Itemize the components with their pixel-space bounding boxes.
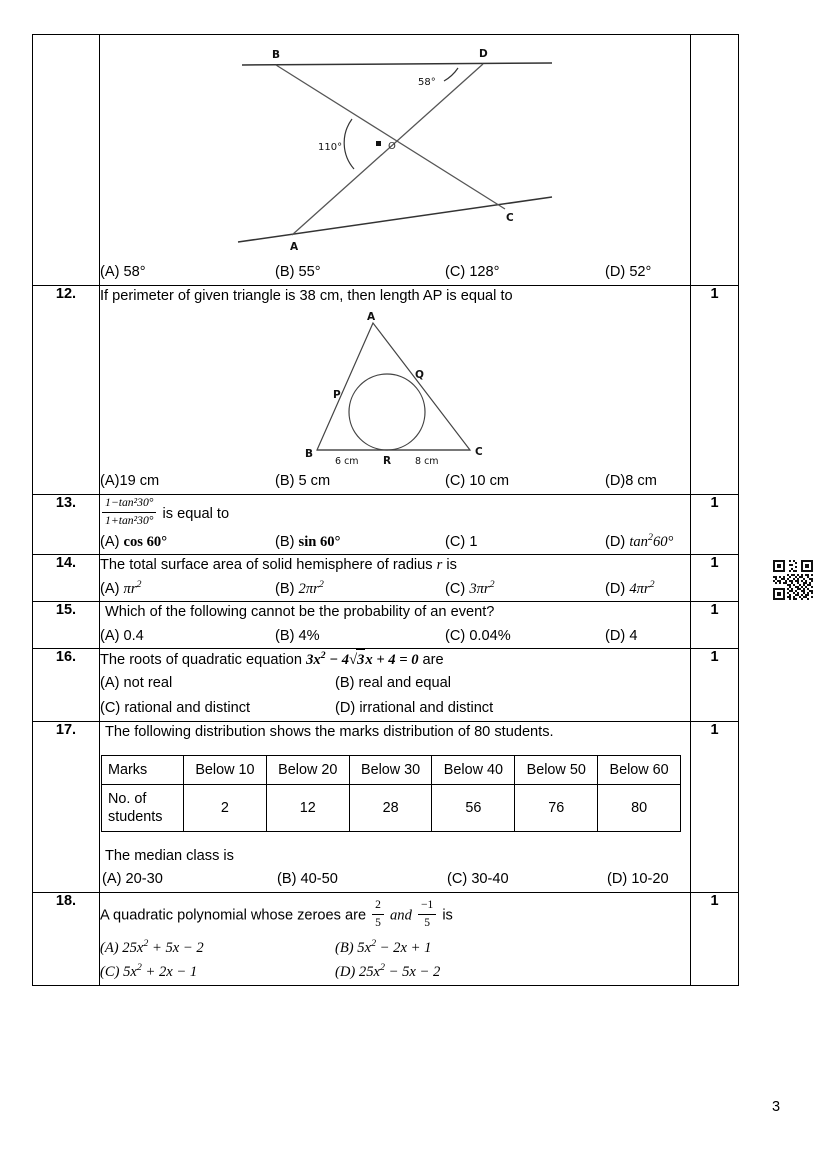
option-b[interactable]: (B) real and equal xyxy=(335,675,452,692)
data-cell: 2 xyxy=(184,785,267,832)
question-number-cell: 17. xyxy=(33,722,100,893)
option-c[interactable]: (C) $3\pi r^2$ xyxy=(445,578,495,597)
question-number-cell: 14. xyxy=(33,555,100,602)
data-cell: 12 xyxy=(266,785,349,832)
figure-label-a: A xyxy=(290,241,299,252)
question-number-cell: 13. xyxy=(33,494,100,555)
option-a[interactable]: (A) not real xyxy=(100,675,173,692)
questions-table xyxy=(32,34,739,986)
option-d[interactable]: (D)8 cm xyxy=(605,472,657,489)
column-header: Below 40 xyxy=(432,756,515,785)
option-b[interactable]: (B) $2\pi r^2$ xyxy=(275,578,324,597)
option-c[interactable]: (C) 30-40 xyxy=(447,871,509,888)
option-b[interactable]: (B) $5x^2 - 2x + 1$ xyxy=(335,937,432,956)
fraction-numerator: 1−tan²30° xyxy=(105,495,154,509)
option-a[interactable]: (A) 20-30 xyxy=(102,871,163,888)
marks-cell: 1 xyxy=(691,722,739,893)
distribution-table xyxy=(101,755,681,832)
option-b[interactable]: (B) 5 cm xyxy=(275,472,331,489)
fraction-numerator: −1 xyxy=(420,899,434,912)
option-b[interactable]: (B) 55° xyxy=(275,264,321,280)
option-a[interactable]: (A) 58° xyxy=(100,264,146,280)
option-b[interactable]: (B) 40-50 xyxy=(277,871,338,888)
question-text: If perimeter of given triangle is 38 cm, then length AP is equal to xyxy=(100,287,513,304)
triangle-incircle-figure-svg xyxy=(295,309,495,467)
question-body-cell xyxy=(100,893,691,986)
marks-cell: 1 xyxy=(691,649,739,722)
question-body-cell xyxy=(100,35,691,286)
options-row xyxy=(100,577,690,602)
table-row xyxy=(33,893,739,986)
question-text: The total surface area of solid hemisphere of radius r is xyxy=(100,557,457,574)
conjunction: and xyxy=(390,907,412,924)
column-header: Below 30 xyxy=(349,756,432,785)
parallel-lines-transversal-diagram xyxy=(100,35,690,252)
option-d[interactable]: (D) irrational and distinct xyxy=(335,700,494,717)
option-c[interactable]: (C) 10 cm xyxy=(445,472,510,489)
figure-angle-left: 110° xyxy=(318,142,343,153)
option-c[interactable]: (C) rational and distinct xyxy=(100,700,251,717)
figure-point-p: P xyxy=(333,388,341,401)
option-d[interactable]: (D) $25x^2 - 5x - 2$ xyxy=(335,962,441,981)
figure-point-q: Q xyxy=(415,368,424,381)
zero-two-fraction xyxy=(418,897,436,931)
table-row xyxy=(33,649,739,722)
fraction-denominator: 5 xyxy=(418,914,436,932)
fraction-denominator: 5 xyxy=(372,914,384,932)
question-text xyxy=(100,893,690,931)
option-a[interactable]: (A) 0.4 xyxy=(100,627,144,644)
question-number-cell: 15. xyxy=(33,602,100,649)
question-prefix: A quadratic polynomial whose zeroes are xyxy=(100,907,367,924)
options-row xyxy=(100,671,690,721)
figure-label-o: O xyxy=(388,141,396,152)
sub-question-text: The median class is xyxy=(105,848,234,865)
figure-label-c: C xyxy=(506,212,514,224)
options-row xyxy=(100,867,690,892)
tan-fraction xyxy=(102,495,156,530)
qr-code xyxy=(771,558,815,602)
column-header: Below 60 xyxy=(598,756,681,785)
fraction-numerator: 2 xyxy=(375,899,381,912)
question-number-cell xyxy=(33,35,100,286)
question-suffix: is equal to xyxy=(162,505,230,522)
option-a[interactable]: (A) $\pi r^2$ xyxy=(100,578,142,597)
data-cell: 80 xyxy=(598,785,681,832)
marks-cell: 1 xyxy=(691,494,739,555)
option-a[interactable]: (A) cos 60° xyxy=(100,533,168,550)
figure-vertex-a: A xyxy=(367,310,376,323)
question-body-cell xyxy=(100,494,691,555)
table-row xyxy=(33,35,739,286)
parallel-lines-figure-svg xyxy=(230,37,560,252)
figure-side-rc: 8 cm xyxy=(415,455,439,467)
column-header: Below 10 xyxy=(184,756,267,785)
figure-angle-top: 58° xyxy=(418,77,436,88)
page-number: 3 xyxy=(772,1099,781,1115)
options-row xyxy=(100,530,690,555)
option-c[interactable]: (C) 1 xyxy=(445,533,478,550)
figure-point-r: R xyxy=(383,454,392,467)
figure-vertex-b: B xyxy=(305,447,314,460)
option-d[interactable]: (D) 4 xyxy=(605,627,638,644)
column-header: Below 20 xyxy=(266,756,349,785)
question-text: The following distribution shows the marks distribution of 80 students. xyxy=(105,724,554,741)
option-d[interactable]: (D) $4\pi r^2$ xyxy=(605,578,655,597)
option-b[interactable]: (B) 4% xyxy=(275,627,320,644)
question-number-cell: 18. xyxy=(33,893,100,986)
table-row xyxy=(33,602,739,649)
question-body-cell xyxy=(100,602,691,649)
distribution-header-row xyxy=(102,756,681,785)
figure-vertex-c: C xyxy=(475,445,483,458)
question-body-cell xyxy=(100,555,691,602)
table-row xyxy=(33,285,739,494)
fraction-denominator: 1+tan²30° xyxy=(102,512,156,530)
option-d[interactable]: (D) 10-20 xyxy=(607,871,669,888)
options-row xyxy=(100,624,690,649)
figure-label-b: B xyxy=(272,49,281,61)
zero-one-fraction xyxy=(372,897,384,931)
figure-label-d: D xyxy=(479,48,488,60)
row-label-students: No. of students xyxy=(102,785,184,832)
marks-cell: 1 xyxy=(691,555,739,602)
question-body-cell xyxy=(100,285,691,494)
marks-cell: 1 xyxy=(691,285,739,494)
question-suffix: is xyxy=(442,907,453,924)
distribution-value-row xyxy=(102,785,681,832)
table-row xyxy=(33,494,739,555)
table-row xyxy=(33,722,739,893)
marks-cell xyxy=(691,35,739,286)
option-c[interactable]: (C) 128° xyxy=(445,264,500,280)
question-number-cell: 16. xyxy=(33,649,100,722)
option-b[interactable]: (B) sin 60° xyxy=(275,533,341,550)
row-label-marks: Marks xyxy=(102,756,184,785)
option-c[interactable]: (C) 0.04% xyxy=(445,627,511,644)
question-text xyxy=(100,495,690,530)
data-cell: 28 xyxy=(349,785,432,832)
option-d[interactable]: (D) $\tan^260^\circ$ xyxy=(605,531,674,550)
qr-code-svg xyxy=(771,558,815,602)
options-row xyxy=(100,260,690,285)
options-row xyxy=(100,936,690,986)
data-cell: 56 xyxy=(432,785,515,832)
option-d[interactable]: (D) 52° xyxy=(605,264,652,280)
question-number-cell: 12. xyxy=(33,285,100,494)
table-row xyxy=(33,555,739,602)
data-cell: 76 xyxy=(515,785,598,832)
question-text: Which of the following cannot be the probability of an event? xyxy=(105,604,495,621)
figure-side-br: 6 cm xyxy=(335,455,359,467)
option-a[interactable]: (A) $25x^2 + 5x - 2$ xyxy=(100,937,204,956)
option-c[interactable]: (C) $5x^2 + 2x - 1$ xyxy=(100,962,198,981)
options-row xyxy=(100,469,690,494)
question-body-cell xyxy=(100,649,691,722)
marks-cell: 1 xyxy=(691,602,739,649)
question-body-cell xyxy=(100,722,691,893)
column-header: Below 50 xyxy=(515,756,598,785)
quadratic-equation: $3x^2 - 4√3x + 4 = 0$ xyxy=(306,652,418,668)
option-a[interactable]: (A)19 cm xyxy=(100,472,160,489)
question-text: The roots of quadratic equation $3x^2 - 4√3x + 4 = 0$ are xyxy=(100,649,690,671)
triangle-incircle-diagram xyxy=(100,309,690,467)
marks-cell: 1 xyxy=(691,893,739,986)
